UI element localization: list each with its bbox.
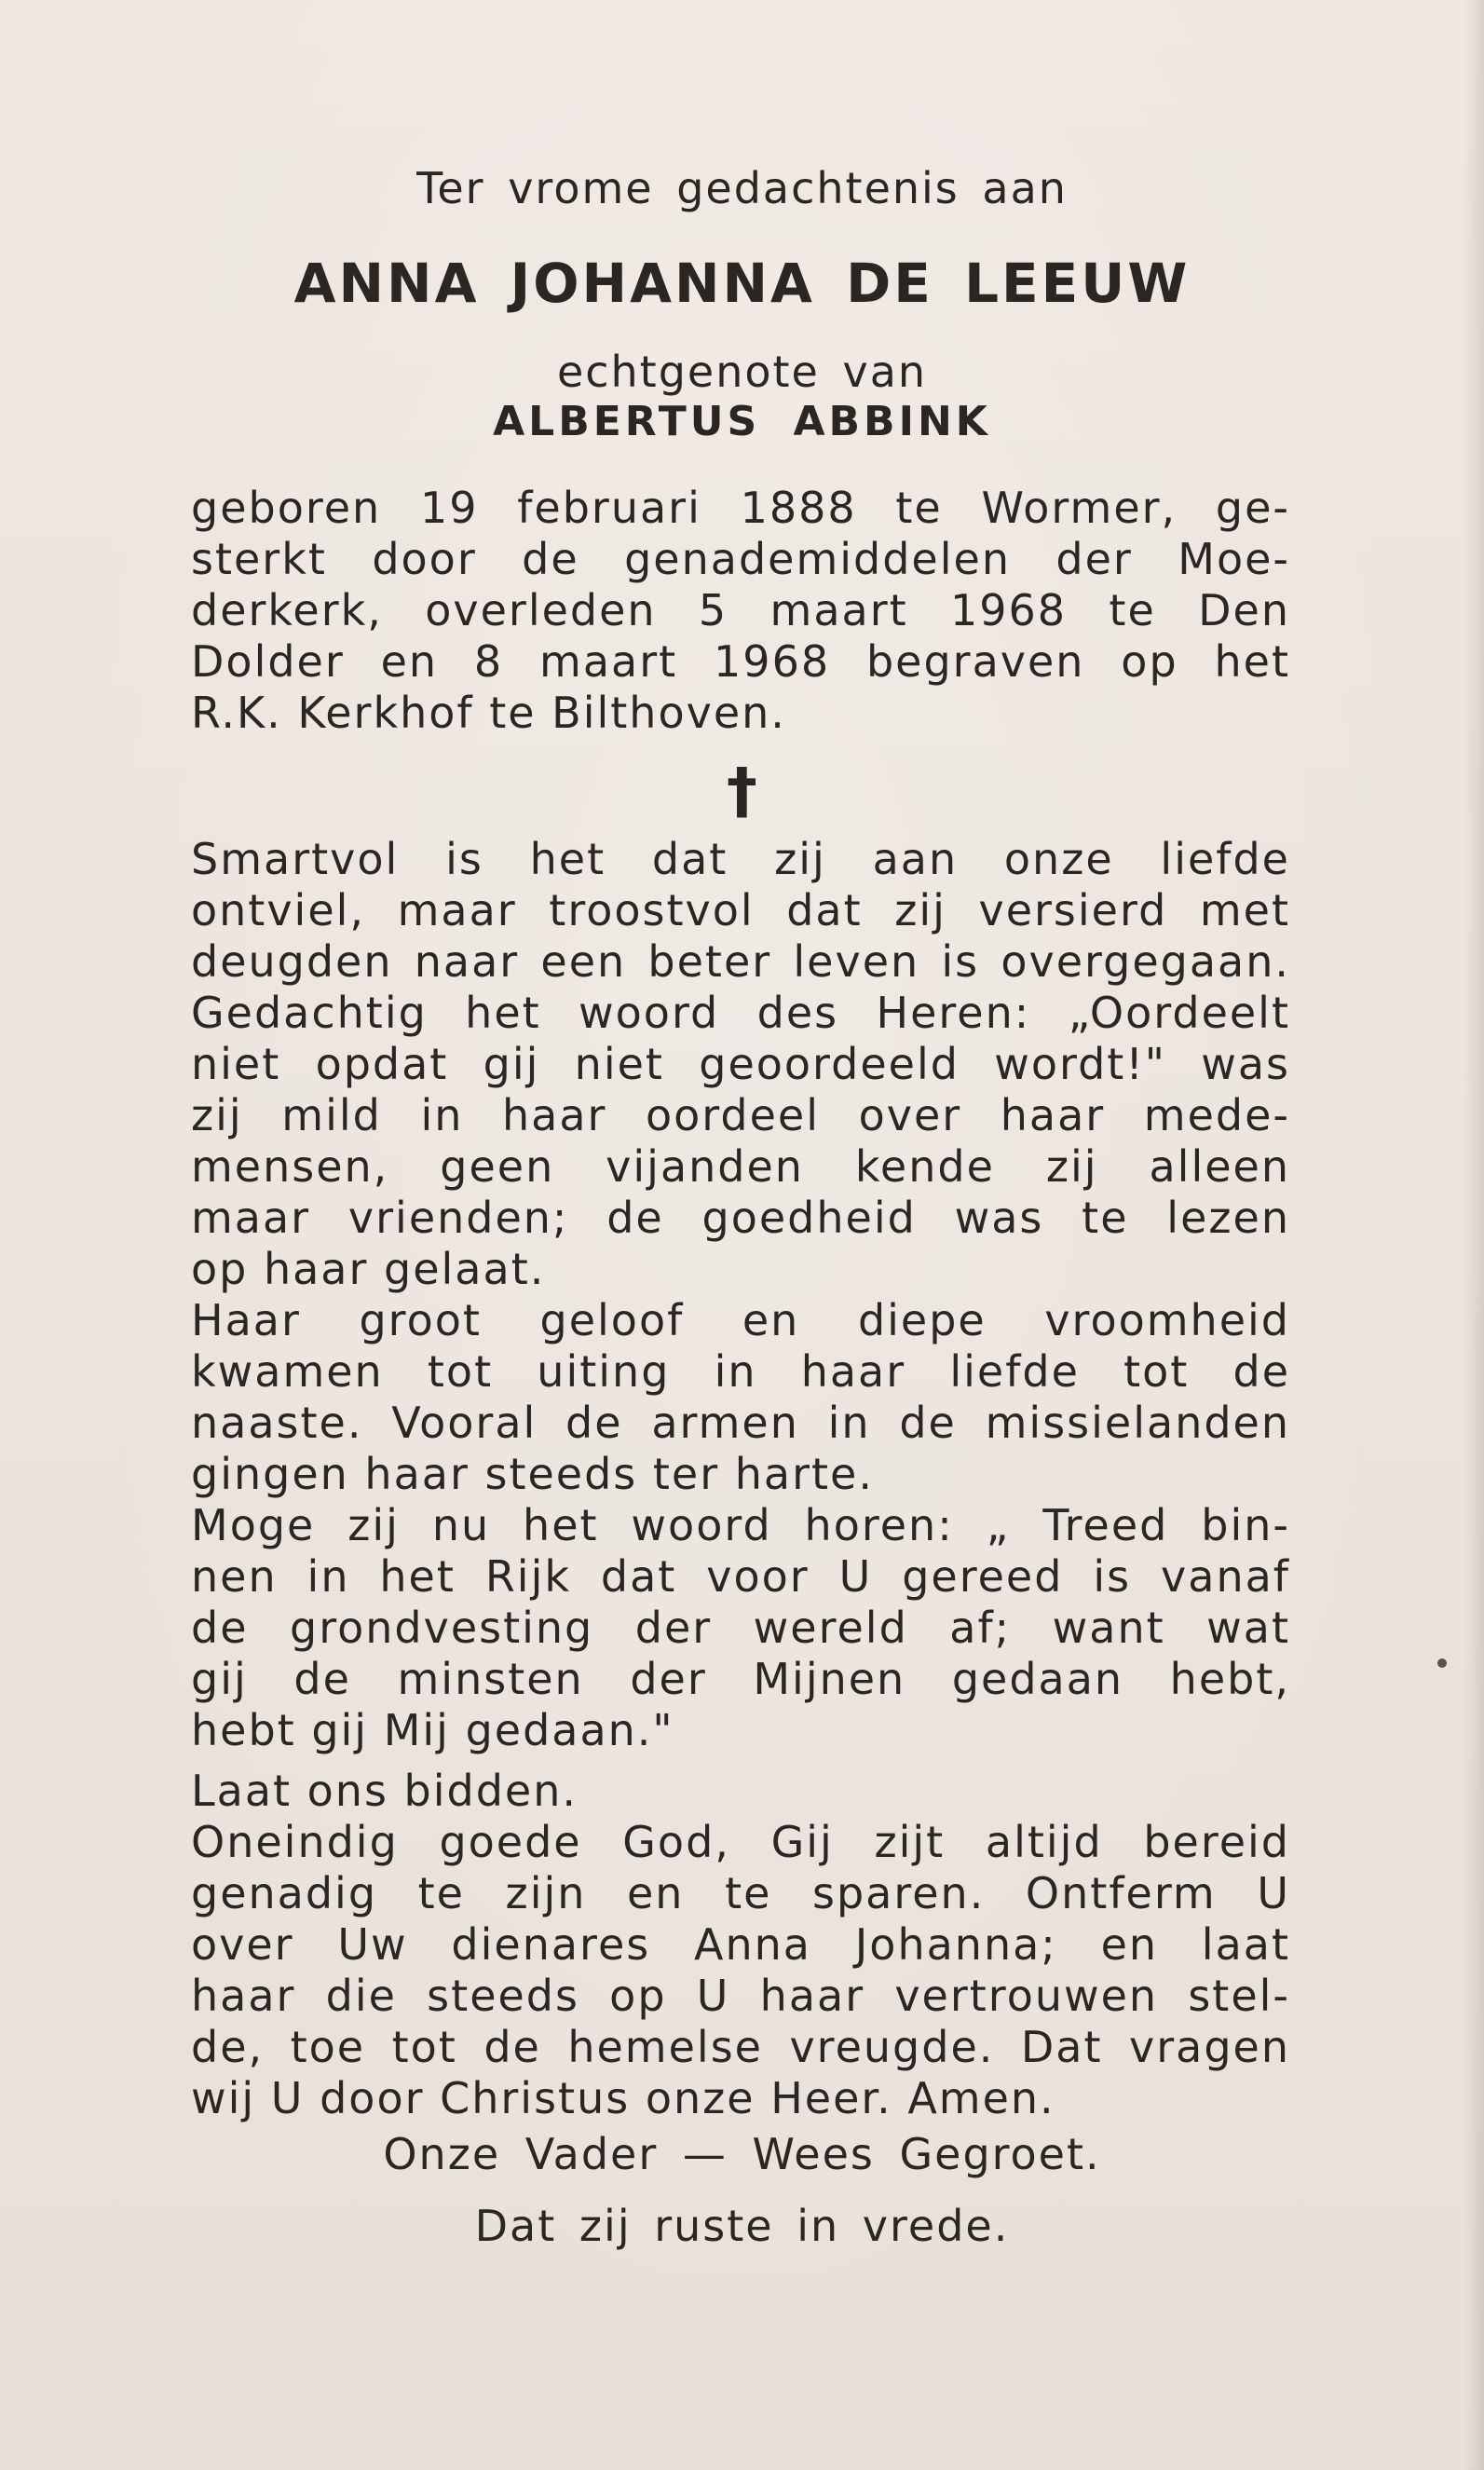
biography-paragraph (191, 483, 1290, 739)
closing-prayers: Onze Vader — Wees Gegroet. (383, 2129, 1101, 2179)
eulogy-line: Haar groot geloof en diepe vroomheid (191, 1295, 1290, 1345)
eulogy-line: gij de minsten der Mijnen gedaan hebt, (191, 1654, 1290, 1704)
prayer-line: wij U door Christus onze Heer. Amen. (191, 2073, 1055, 2123)
eulogy-paragraph (191, 834, 1290, 1756)
eulogy-line: Smartvol is het dat zij aan onze liefde (191, 834, 1290, 884)
bio-line: derkerk, overleden 5 maart 1968 te Den (191, 585, 1290, 635)
prayer-line: over Uw dienares Anna Johanna; en laat (191, 1919, 1290, 1970)
eulogy-line: kwamen tot uiting in haar liefde tot de (191, 1346, 1290, 1397)
cross-icon: † (727, 755, 757, 826)
prayer-line: de, toe tot de hemelse vreugde. Dat vragen (191, 2022, 1290, 2072)
eulogy-line: zij mild in haar oordeel over haar mede- (191, 1090, 1290, 1140)
prayer-line: genadig te zijn en te sparen. Ontferm U (191, 1868, 1290, 1918)
bio-line: Dolder en 8 maart 1968 begraven op het (191, 636, 1290, 687)
eulogy-line: naaste. Vooral de armen in de missielanden (191, 1398, 1290, 1448)
prayer-paragraph (191, 1766, 1290, 2124)
eulogy-line: op haar gelaat. (191, 1244, 546, 1294)
ink-spot (1437, 1658, 1447, 1668)
eulogy-line: deugden naar een beter leven is overgegaan. (191, 936, 1290, 987)
spouse-label: echtgenote van (556, 347, 928, 397)
eulogy-line: mensen, geen vijanden kende zij alleen (191, 1141, 1290, 1192)
eulogy-line: Moge zij nu het woord horen: „ Treed bin- (191, 1500, 1290, 1550)
eulogy-line: hebt gij Mij gedaan." (191, 1705, 674, 1755)
eulogy-line: nen in het Rijk dat voor U gereed is vanaf (191, 1551, 1290, 1602)
eulogy-line: niet opdat gij niet geoordeeld wordt!" was (191, 1039, 1290, 1089)
eulogy-line: gingen haar steeds ter harte. (191, 1449, 874, 1499)
bio-line: sterkt door de genademiddelen der Moe- (191, 534, 1290, 584)
eulogy-line: de grondvesting der wereld af; want wat (191, 1603, 1290, 1653)
spouse-name: ALBERTUS ABBINK (493, 398, 991, 445)
rest-in-peace: Dat zij ruste in vrede. (474, 2201, 1010, 2251)
eulogy-line: maar vrienden; de goedheid was te lezen (191, 1193, 1290, 1243)
intro-line: Ter vrome gedachtenis aan (416, 163, 1068, 213)
eulogy-line: Gedachtig het woord des Heren: „Oordeelt (191, 988, 1290, 1038)
prayer-line: haar die steeds op U haar vertrouwen stel- (191, 1971, 1290, 2021)
bio-line: R.K. Kerkhof te Bilthoven. (191, 688, 786, 738)
eulogy-line: ontviel, maar troostvol dat zij versierd met (191, 885, 1290, 935)
prayer-line: Laat ons bidden. (191, 1766, 579, 1816)
prayer-line: Oneindig goede God, Gij zijt altijd bereid (191, 1817, 1290, 1867)
bio-line: geboren 19 februari 1888 te Wormer, ge- (191, 483, 1290, 533)
deceased-name: ANNA JOHANNA DE LEEUW (293, 252, 1191, 315)
